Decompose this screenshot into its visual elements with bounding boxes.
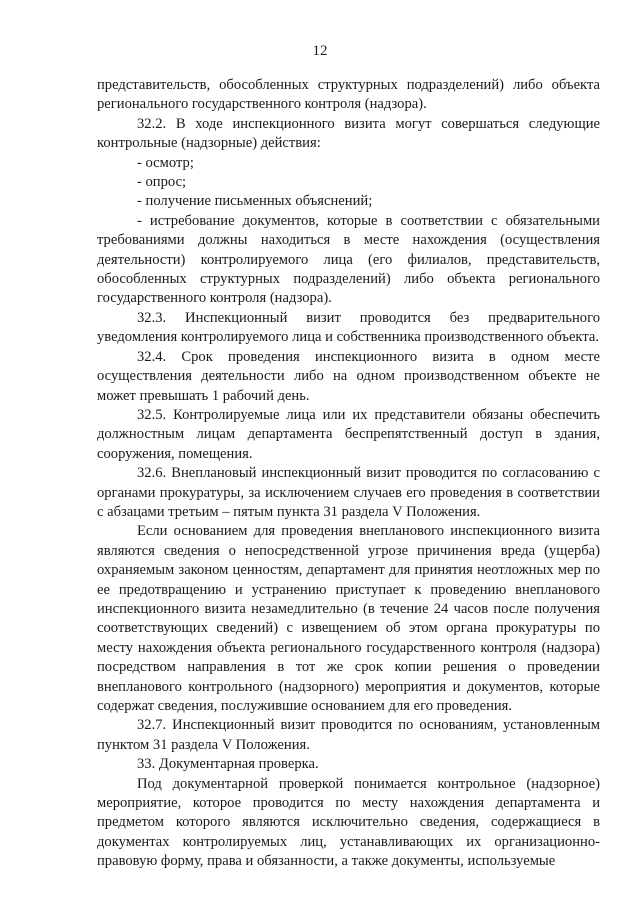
- paragraph: 32.7. Инспекционный визит проводится по основаниям, установленным пунктом 31 раздела V Положения.: [97, 717, 600, 753]
- section-heading: 33. Документарная проверка.: [137, 756, 319, 773]
- paragraph: 32.4. Срок проведения инспекционного визита в одном месте осуществления деятельности либо на одном производственном объекте не может превышать 1 рабочий день.: [97, 348, 600, 404]
- document-body: [97, 76, 600, 872]
- list-item: - осмотр;: [137, 154, 194, 171]
- page-number: 12: [312, 43, 328, 59]
- list-item: - получение письменных объяснений;: [137, 193, 373, 210]
- paragraph: Под документарной проверкой понимается контрольное (надзорное) мероприятие, которое проводится по месту нахождения департамента и предметом которого являются исключительно сведения, содержащиеся в документах контролируемых лиц, устанавливающих их организационно-правовую форму, права и обязанности, а также документы, используемые: [97, 775, 600, 870]
- list-item: - опрос;: [137, 174, 187, 191]
- paragraph: 32.2. В ходе инспекционного визита могут совершаться следующие контрольные (надзорные) действия:: [97, 115, 600, 152]
- paragraph: представительств, обособленных структурных подразделений) либо объекта регионального государственного контроля (надзора).: [97, 77, 600, 113]
- paragraph: Если основанием для проведения внепланового инспекционного визита являются сведения о непосредственной угрозе причинения вреда (ущерба) охраняемым законом ценностям, департамент для принятия неотложных мер по ее предотвращению и устранению приступает к проведению внепланового инспекционного визита незамедлительно (в течение 24 часов после получения соответствующих сведений) с извещением об этом органа прокуратуры по месту нахождения объекта регионального государственного контроля (надзора) посредством направления в тот же срок копии решения о проведении внепланового контрольного (надзорного) мероприятия и документов, которые содержат сведения, послужившие основанием для его проведения.: [97, 523, 600, 714]
- list-item: - истребование документов, которые в соответствии с обязательными требованиями должны находиться в месте нахождения (осуществления деятельности) контролируемого лица (его филиалов, представительств, обособленных структурных подразделений) либо объекта регионального государственного контроля (надзора).: [97, 212, 600, 307]
- paragraph: 32.6. Внеплановый инспекционный визит проводится по согласованию с органами прокуратуры, за исключением случаев его проведения в соответствии с абзацами третьим – пятым пункта 31 раздела V Положения.: [97, 465, 600, 520]
- paragraph: 32.3. Инспекционный визит проводится без предварительного уведомления контролируемого лица и собственника производственного объекта.: [97, 309, 600, 346]
- paragraph: 32.5. Контролируемые лица или их представители обязаны обеспечить должностным лицам департамента беспрепятственный доступ в здания, сооружения, помещения.: [97, 406, 600, 462]
